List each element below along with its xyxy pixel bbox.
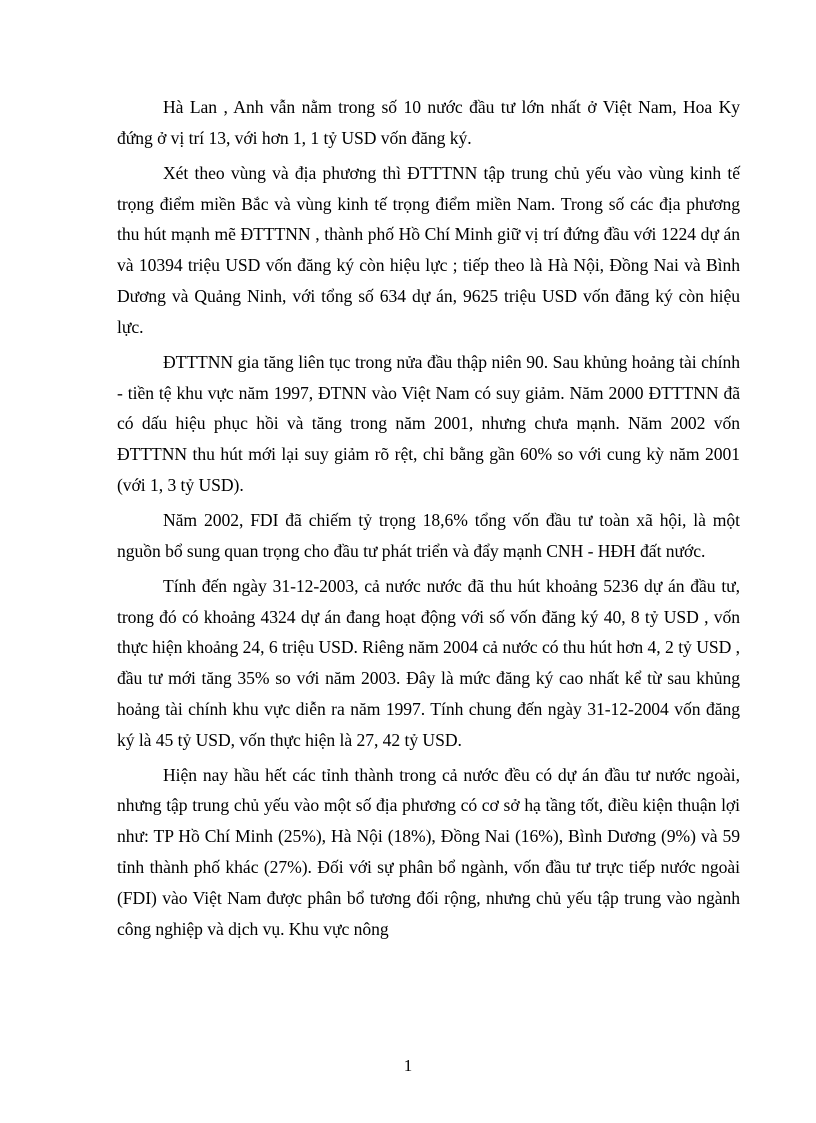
paragraph: ĐTTTNN gia tăng liên tục trong nửa đầu thập niên 90. Sau khủng hoảng tài chính - tiền tệ khu vực năm 1997, ĐTNN vào Việt Nam có suy giảm. Năm 2000 ĐTTTNN đã có dấu hiệu phục hồi và tăng trong năm 2001, nhưng chưa mạnh. Năm 2002 vốn ĐTTTNN thu hút mới lại suy giảm rõ rệt, chỉ bằng gần 60% so với cung kỳ năm 2001 (với 1, 3 tỷ USD). <box>117 351 740 495</box>
paragraph: Năm 2002, FDI đã chiếm tỷ trọng 18,6% tổng vốn đầu tư toàn xã hội, là một nguồn bổ sung quan trọng cho đầu tư phát triển và đẩy mạnh CNH - HĐH đất nước. <box>117 509 740 561</box>
page-number: 1 <box>403 1056 413 1075</box>
body-text <box>117 92 740 949</box>
paragraph: Hà Lan , Anh vẫn nằm trong số 10 nước đầu tư lớn nhất ở Việt Nam, Hoa Ky đứng ở vị trí 13, với hơn 1, 1 tỷ USD vốn đăng ký. <box>117 97 740 148</box>
paragraph: Tính đến ngày 31-12-2003, cả nước nước đã thu hút khoảng 5236 dự án đầu tư, trong đó có khoảng 4324 dự án đang hoạt động với số vốn đăng ký 40, 8 tỷ USD , vốn thực hiện khoảng 24, 6 triệu USD. Riêng năm 2004 cả nước có thu hút hơn 4, 2 tỷ USD , đầu tư mới tăng 35% so với năm 2003. Đây là mức đăng ký cao nhất kể từ sau khủng hoảng tài chính khu vực diễn ra năm 1997. Tính chung đến ngày 31-12-2004 vốn đăng ký là 45 tỷ USD, vốn thực hiện là 27, 42 tỷ USD. <box>117 575 740 750</box>
paragraph: Hiện nay hầu hết các tỉnh thành trong cả nước đều có dự án đầu tư nước ngoài, nhưng tập trung chủ yếu vào một số địa phương có cơ sở hạ tầng tốt, điều kiện thuận lợi như: TP Hồ Chí Minh (25%), Hà Nội (18%), Đồng Nai (16%), Bình Dương (9%) và 59 tỉnh thành phố khác (27%). Đối với sự phân bổ ngành, vốn đầu tư trực tiếp nước ngoài (FDI) vào Việt Nam được phân bổ tương đối rộng, nhưng chủ yếu tập trung vào ngành công nghiệp và dịch vụ. Khu vực nông <box>117 764 740 939</box>
paragraph: Xét theo vùng và địa phương thì ĐTTTNN tập trung chủ yếu vào vùng kinh tế trọng điểm miền Bắc và vùng kinh tế trọng điểm miền Nam. Trong số các địa phương thu hút mạnh mẽ ĐTTTNN , thành phố Hồ Chí Minh giữ vị trí đứng đầu với 1224 dự án và 10394 triệu USD vốn đăng ký còn hiệu lực ; tiếp theo là Hà Nội, Đồng Nai và Bình Dương và Quảng Ninh, với tổng số 634 dự án, 9625 triệu USD vốn đăng ký còn hiệu lực. <box>117 162 740 337</box>
